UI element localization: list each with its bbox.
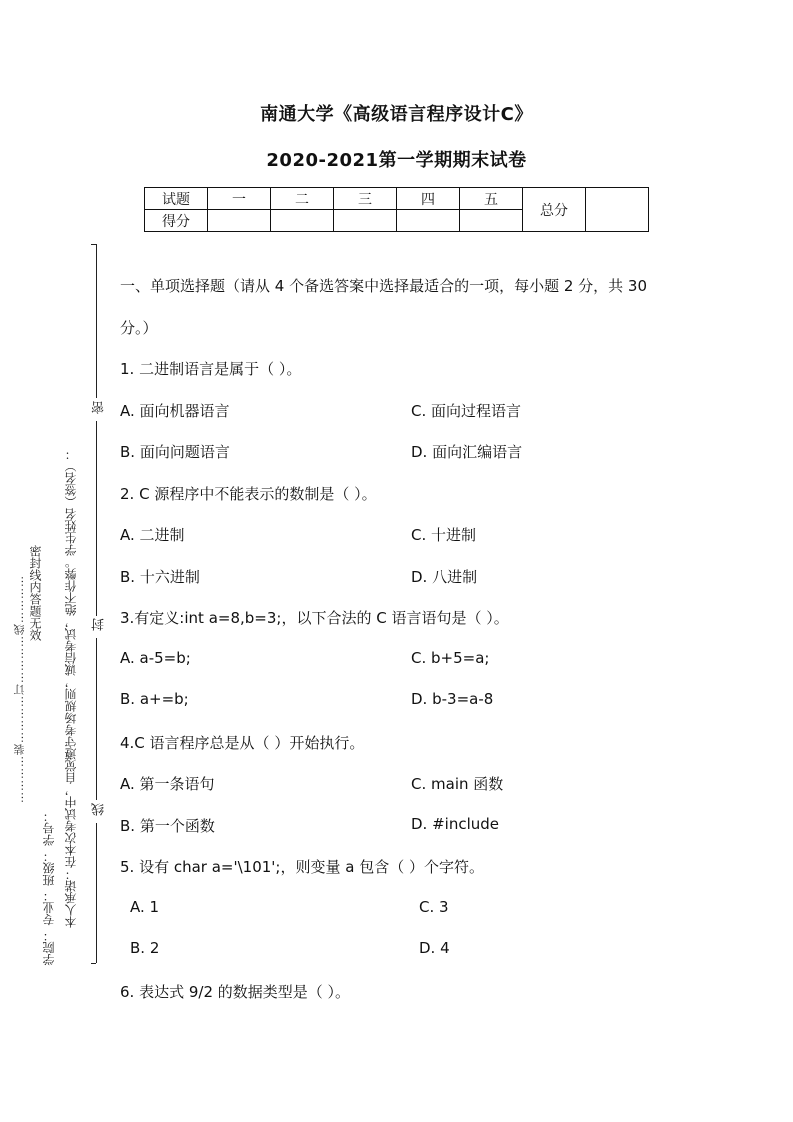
seal-char-xian: 线 xyxy=(92,803,107,816)
score-header-cell: 试题 xyxy=(145,188,208,210)
exam-pledge: 本人承诺：在本次考试中，自觉遵守考场规则，诚信考试，绝不作弊。学生姓名（签名）： xyxy=(64,448,78,928)
option-c[interactable]: C. 3 xyxy=(419,898,449,916)
option-d[interactable]: D. 八进制 xyxy=(411,568,478,586)
option-a[interactable]: A. 1 xyxy=(130,898,160,916)
score-header-cell: 五 xyxy=(460,188,523,210)
student-info-line: 学院： 专业： 班级： 学号： xyxy=(42,810,56,966)
option-b[interactable]: B. a+=b; xyxy=(120,690,189,708)
seal-line-segment xyxy=(96,244,97,398)
section-heading: 一、单项选择题（请从 4 个备选答案中选择最适合的一项，每小题 2 分，共 30 xyxy=(120,277,648,295)
option-a[interactable]: A. a-5=b; xyxy=(120,649,191,667)
seal-line-segment xyxy=(96,638,97,800)
score-cell[interactable] xyxy=(208,210,271,232)
option-d[interactable]: D. b-3=a-8 xyxy=(411,690,494,708)
option-c[interactable]: C. 十进制 xyxy=(411,526,477,544)
option-b[interactable]: B. 第一个函数 xyxy=(120,817,215,835)
score-cell[interactable] xyxy=(460,210,523,232)
seal-char-feng: 封 xyxy=(92,618,107,631)
option-b[interactable]: B. 面向问题语言 xyxy=(120,443,230,461)
seal-line-segment xyxy=(96,421,97,616)
section-heading-cont: 分。） xyxy=(120,319,158,337)
invalid-answer-note: 密封线内答题无效 xyxy=(28,545,42,641)
option-c[interactable]: C. main 函数 xyxy=(411,775,504,793)
score-table xyxy=(144,187,649,232)
score-header-cell: 二 xyxy=(271,188,334,210)
seal-char-mi: 密 xyxy=(92,401,107,414)
option-a[interactable]: A. 第一条语句 xyxy=(120,775,215,793)
seal-line-segment xyxy=(96,823,97,963)
score-cell[interactable] xyxy=(397,210,460,232)
question-stem: 5. 设有 char a='\101';，则变量 a 包含（ ）个字符。 xyxy=(120,858,484,876)
question-stem: 6. 表达式 9/2 的数据类型是（ ）。 xyxy=(120,983,351,1001)
option-d[interactable]: D. 面向汇编语言 xyxy=(411,443,523,461)
option-a[interactable]: A. 面向机器语言 xyxy=(120,402,230,420)
seal-line-tick xyxy=(91,963,96,964)
question-stem: 3.有定义:int a=8,b=3;，以下合法的 C 语言语句是（ ）。 xyxy=(120,609,509,627)
page-title: 南通大学《高级语言程序设计C》 xyxy=(260,104,533,125)
option-a[interactable]: A. 二进制 xyxy=(120,526,185,544)
option-b[interactable]: B. 2 xyxy=(130,939,160,957)
option-c[interactable]: C. b+5=a; xyxy=(411,649,490,667)
question-stem: 2. C 源程序中不能表示的数制是（ ）。 xyxy=(120,485,377,503)
option-b[interactable]: B. 十六进制 xyxy=(120,568,200,586)
score-row-label: 得分 xyxy=(145,210,208,232)
question-stem: 4.C 语言程序总是从（ ）开始执行。 xyxy=(120,734,365,752)
total-score-label: 总分 xyxy=(523,188,586,232)
total-score-cell[interactable] xyxy=(586,188,649,232)
option-d[interactable]: D. 4 xyxy=(419,939,450,957)
score-cell[interactable] xyxy=(334,210,397,232)
score-header-cell: 一 xyxy=(208,188,271,210)
question-stem: 1. 二进制语言是属于（ ）。 xyxy=(120,360,302,378)
option-d[interactable]: D. #include xyxy=(411,815,500,833)
score-header-cell: 三 xyxy=(334,188,397,210)
score-cell[interactable] xyxy=(271,210,334,232)
page-subtitle: 2020-2021第一学期期末试卷 xyxy=(266,150,527,171)
score-header-cell: 四 xyxy=(397,188,460,210)
seal-line-tick xyxy=(91,244,96,245)
option-c[interactable]: C. 面向过程语言 xyxy=(411,402,522,420)
binding-dotted-line: …………装…………订…………线………… xyxy=(13,575,26,803)
